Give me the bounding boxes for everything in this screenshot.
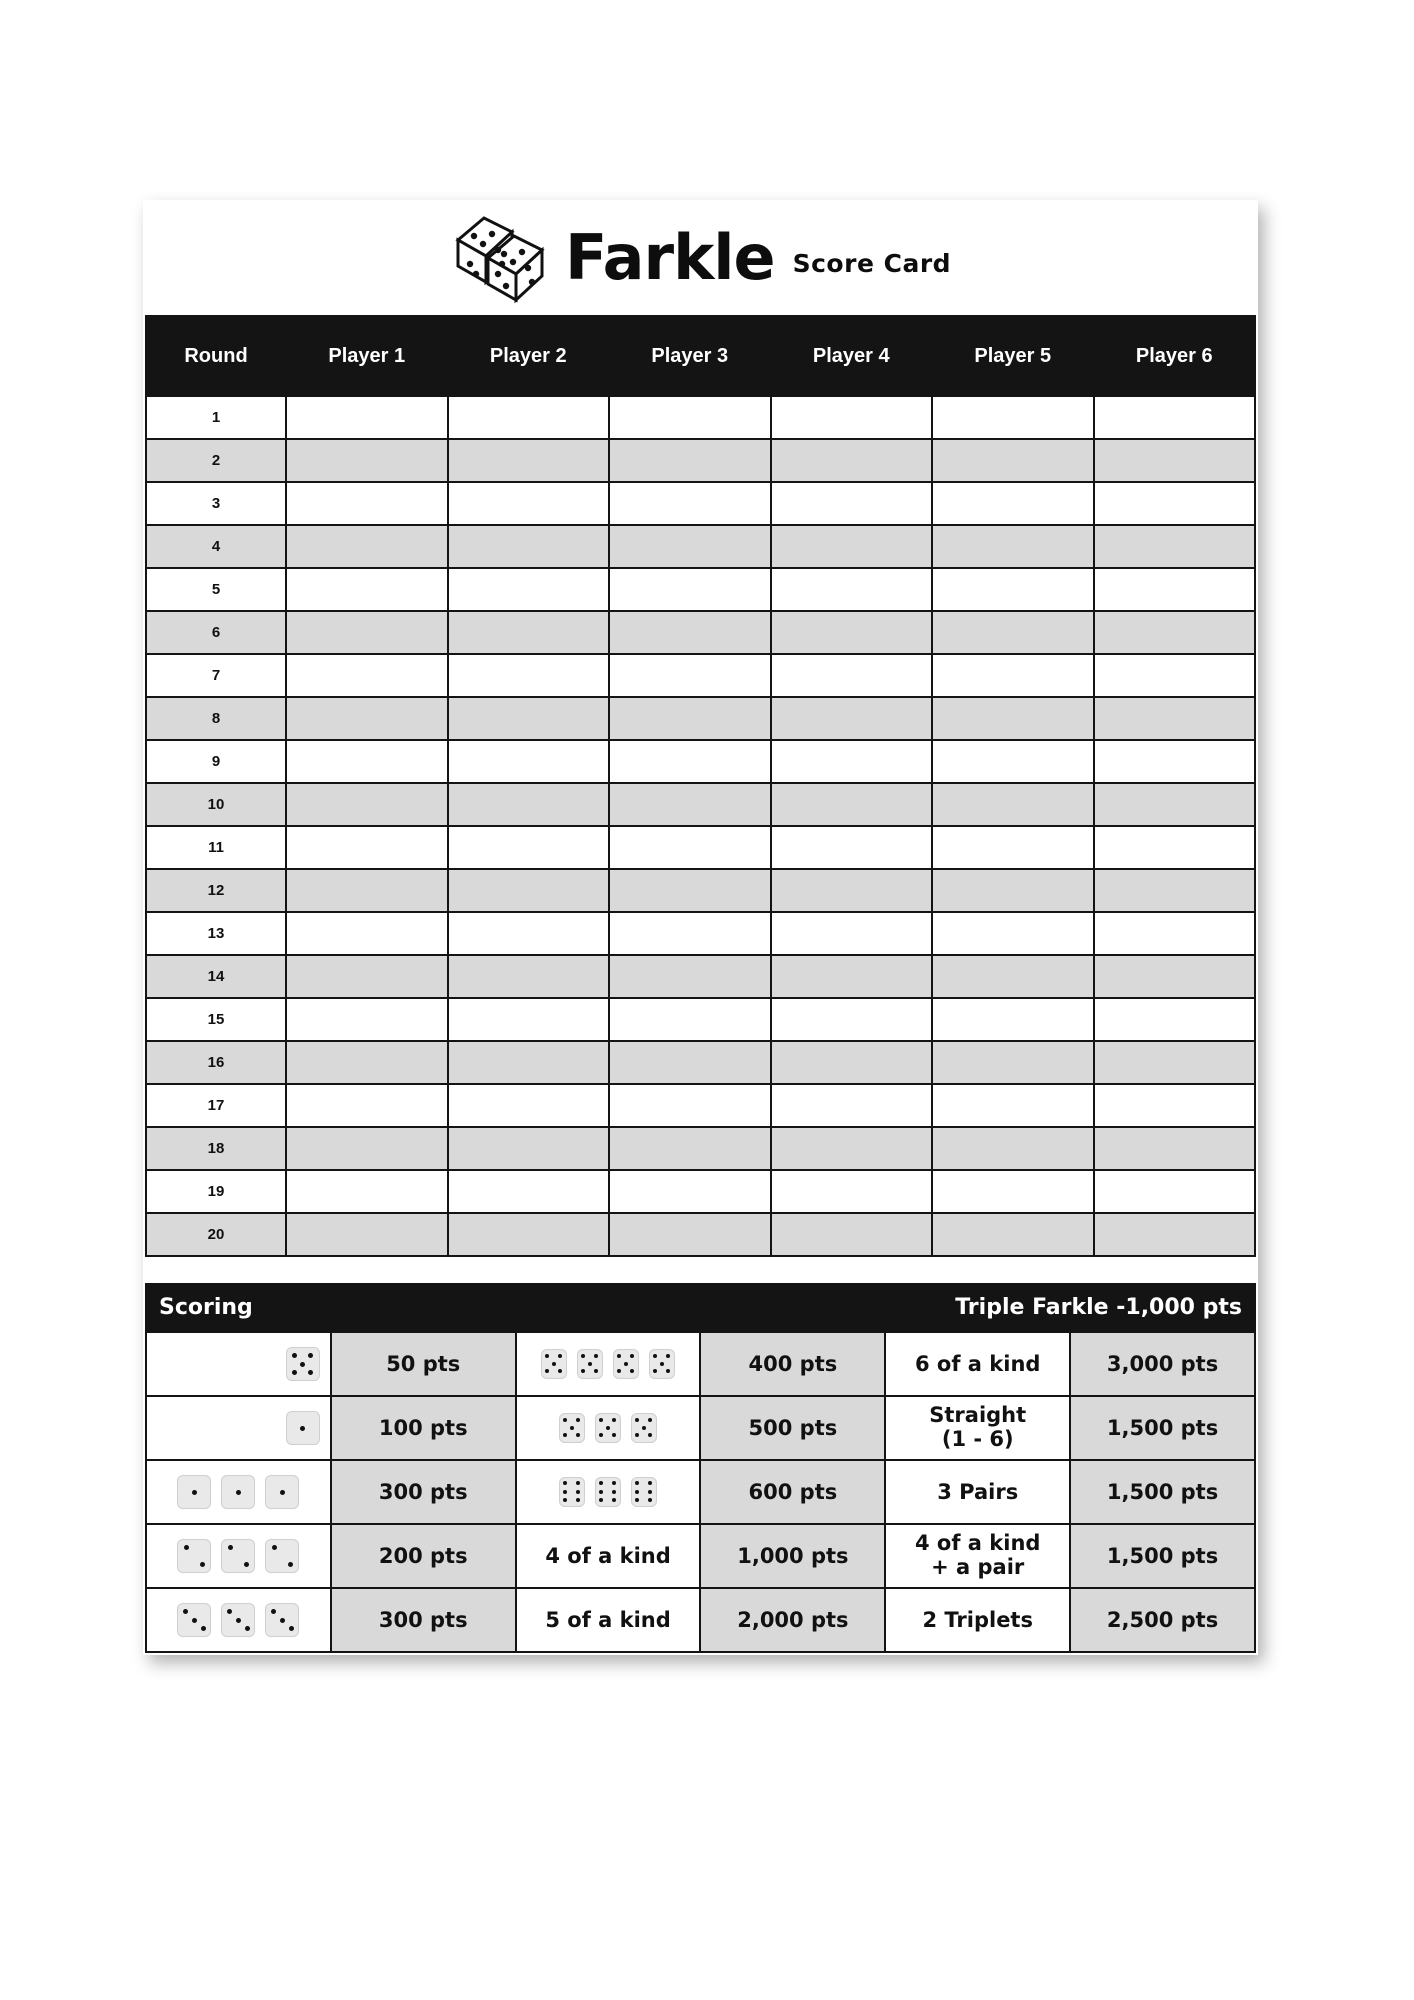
score-cell-player-6[interactable] [1094, 1170, 1256, 1213]
scoring-points-right: 1,500 pts [1070, 1396, 1255, 1460]
score-cell-player-4[interactable] [771, 783, 933, 826]
dice-triple-2 [151, 1539, 326, 1573]
table-row [146, 654, 1255, 697]
score-cell-player-4[interactable] [771, 525, 933, 568]
die-face-5 [151, 1347, 326, 1381]
score-cell-player-6[interactable] [1094, 439, 1256, 482]
score-cell-player-2[interactable] [448, 396, 610, 439]
score-cell-player-4[interactable] [771, 1213, 933, 1256]
table-row [146, 525, 1255, 568]
scoring-points-right: 1,500 pts [1070, 1460, 1255, 1524]
table-row [146, 869, 1255, 912]
scoring-points-mid: 500 pts [700, 1396, 885, 1460]
score-cell-player-4[interactable] [771, 611, 933, 654]
column-header-player-3: Player 3 [609, 316, 771, 396]
score-cell-player-1[interactable] [286, 654, 448, 697]
score-cell-player-6[interactable] [1094, 482, 1256, 525]
score-cell-player-4[interactable] [771, 697, 933, 740]
round-number-cell: 13 [146, 912, 286, 955]
scoring-header [145, 1283, 1256, 1331]
page-subtitle: Score Card [792, 249, 952, 278]
score-cell-player-6[interactable] [1094, 1127, 1256, 1170]
scoring-dice-left [146, 1332, 331, 1396]
score-cell-player-4[interactable] [771, 826, 933, 869]
score-cell-player-5[interactable] [932, 1170, 1094, 1213]
score-cell-player-5[interactable] [932, 654, 1094, 697]
die-face-5 [613, 1349, 639, 1379]
score-cell-player-3[interactable] [609, 783, 771, 826]
scoring-dice-left [146, 1460, 331, 1524]
score-cell-player-3[interactable] [609, 697, 771, 740]
score-cell-player-3[interactable] [609, 439, 771, 482]
die-face-1 [265, 1475, 299, 1509]
score-cell-player-3[interactable] [609, 482, 771, 525]
scoring-points-right: 2,500 pts [1070, 1588, 1255, 1652]
score-cell-player-2[interactable] [448, 998, 610, 1041]
score-cell-player-2[interactable] [448, 1170, 610, 1213]
score-cell-player-1[interactable] [286, 396, 448, 439]
score-cell-player-3[interactable] [609, 1127, 771, 1170]
table-row [146, 1084, 1255, 1127]
score-cell-player-3[interactable] [609, 955, 771, 998]
score-cell-player-1[interactable] [286, 869, 448, 912]
score-cell-player-5[interactable] [932, 1041, 1094, 1084]
column-header-round: Round [146, 316, 286, 396]
scoring-points-left: 200 pts [331, 1524, 516, 1588]
page-title: Farkle [564, 220, 775, 294]
round-number-cell: 10 [146, 783, 286, 826]
scoring-table [145, 1331, 1256, 1653]
table-row [146, 439, 1255, 482]
score-cell-player-6[interactable] [1094, 525, 1256, 568]
die-face-3 [177, 1603, 211, 1637]
round-number-cell: 20 [146, 1213, 286, 1256]
score-table-body [146, 396, 1255, 1256]
table-row [146, 396, 1255, 439]
score-cell-player-6[interactable] [1094, 697, 1256, 740]
round-number-cell: 7 [146, 654, 286, 697]
score-cell-player-1[interactable] [286, 826, 448, 869]
scoring-dice-left [146, 1524, 331, 1588]
table-row [146, 568, 1255, 611]
score-cell-player-1[interactable] [286, 998, 448, 1041]
score-cell-player-1[interactable] [286, 482, 448, 525]
score-cell-player-4[interactable] [771, 568, 933, 611]
scoring-title: Scoring [159, 1294, 253, 1320]
score-table [145, 315, 1256, 1257]
scoring-row [146, 1460, 1255, 1524]
two-dice-icon [450, 212, 555, 304]
scoring-label-right: 2 Triplets [885, 1588, 1070, 1652]
score-cell-player-1[interactable] [286, 740, 448, 783]
score-cell-player-2[interactable] [448, 826, 610, 869]
scoring-points-left: 300 pts [331, 1588, 516, 1652]
column-header-player-1: Player 1 [286, 316, 448, 396]
score-cell-player-3[interactable] [609, 654, 771, 697]
round-number-cell: 1 [146, 396, 286, 439]
score-cell-player-2[interactable] [448, 740, 610, 783]
score-cell-player-1[interactable] [286, 439, 448, 482]
scoring-points-left: 50 pts [331, 1332, 516, 1396]
round-number-cell: 19 [146, 1170, 286, 1213]
score-cell-player-6[interactable] [1094, 1213, 1256, 1256]
die-face-3 [221, 1603, 255, 1637]
dice-triple-3 [151, 1603, 326, 1637]
score-cell-player-4[interactable] [771, 482, 933, 525]
score-cell-player-1[interactable] [286, 1041, 448, 1084]
dice-triple-6 [521, 1477, 696, 1507]
score-cell-player-6[interactable] [1094, 611, 1256, 654]
column-header-player-6: Player 6 [1094, 316, 1256, 396]
score-cell-player-5[interactable] [932, 955, 1094, 998]
score-cell-player-3[interactable] [609, 1041, 771, 1084]
score-cell-player-2[interactable] [448, 783, 610, 826]
score-cell-player-5[interactable] [932, 912, 1094, 955]
scoring-table-body [146, 1332, 1255, 1652]
score-cell-player-1[interactable] [286, 955, 448, 998]
scoring-dice-mid [516, 1332, 701, 1396]
score-cell-player-6[interactable] [1094, 912, 1256, 955]
die-face-5 [559, 1413, 585, 1443]
die-face-1 [151, 1411, 326, 1445]
score-table-wrap [143, 315, 1258, 1259]
scoring-points-mid: 400 pts [700, 1332, 885, 1396]
round-number-cell: 3 [146, 482, 286, 525]
scoring-label-mid: 4 of a kind [516, 1524, 701, 1588]
scoring-row [146, 1524, 1255, 1588]
scoring-points-right: 1,500 pts [1070, 1524, 1255, 1588]
dice-triple-1 [151, 1475, 326, 1509]
die-face-2 [265, 1539, 299, 1573]
column-header-player-2: Player 2 [448, 316, 610, 396]
score-cell-player-3[interactable] [609, 869, 771, 912]
scoring-label-right: Straight (1 - 6) [885, 1396, 1070, 1460]
scoring-dice-mid [516, 1460, 701, 1524]
score-cell-player-2[interactable] [448, 912, 610, 955]
round-number-cell: 17 [146, 1084, 286, 1127]
score-cell-player-6[interactable] [1094, 1084, 1256, 1127]
score-cell-player-5[interactable] [932, 783, 1094, 826]
score-cell-player-4[interactable] [771, 1041, 933, 1084]
score-cell-player-4[interactable] [771, 1170, 933, 1213]
score-cell-player-4[interactable] [771, 654, 933, 697]
dice-triple-5 [521, 1413, 696, 1443]
table-row [146, 826, 1255, 869]
column-header-player-5: Player 5 [932, 316, 1094, 396]
score-cell-player-3[interactable] [609, 525, 771, 568]
round-number-cell: 16 [146, 1041, 286, 1084]
score-cell-player-4[interactable] [771, 439, 933, 482]
table-row [146, 1127, 1255, 1170]
table-row [146, 740, 1255, 783]
scoring-label-right: 4 of a kind + a pair [885, 1524, 1070, 1588]
score-cell-player-1[interactable] [286, 1213, 448, 1256]
table-row [146, 1170, 1255, 1213]
score-cell-player-1[interactable] [286, 1084, 448, 1127]
score-cell-player-6[interactable] [1094, 396, 1256, 439]
scoring-dice-left [146, 1396, 331, 1460]
score-cell-player-5[interactable] [932, 1213, 1094, 1256]
table-row [146, 697, 1255, 740]
score-cell-player-6[interactable] [1094, 869, 1256, 912]
score-table-header-row [146, 316, 1255, 396]
score-cell-player-1[interactable] [286, 697, 448, 740]
die-face-1 [177, 1475, 211, 1509]
round-number-cell: 18 [146, 1127, 286, 1170]
table-row [146, 482, 1255, 525]
die-face-1 [221, 1475, 255, 1509]
die-face-5 [577, 1349, 603, 1379]
score-cell-player-3[interactable] [609, 396, 771, 439]
score-cell-player-4[interactable] [771, 396, 933, 439]
score-cell-player-5[interactable] [932, 1127, 1094, 1170]
die-face-1 [286, 1411, 320, 1445]
score-cell-player-6[interactable] [1094, 1041, 1256, 1084]
column-header-player-4: Player 4 [771, 316, 933, 396]
round-number-cell: 6 [146, 611, 286, 654]
die-face-6 [559, 1477, 585, 1507]
score-cell-player-4[interactable] [771, 998, 933, 1041]
score-cell-player-5[interactable] [932, 568, 1094, 611]
score-cell-player-6[interactable] [1094, 740, 1256, 783]
score-cell-player-6[interactable] [1094, 783, 1256, 826]
score-card [143, 200, 1258, 1655]
scoring-label-mid: 5 of a kind [516, 1588, 701, 1652]
score-cell-player-1[interactable] [286, 912, 448, 955]
score-cell-player-5[interactable] [932, 525, 1094, 568]
die-face-3 [265, 1603, 299, 1637]
round-number-cell: 12 [146, 869, 286, 912]
score-cell-player-3[interactable] [609, 568, 771, 611]
die-face-5 [286, 1347, 320, 1381]
round-number-cell: 8 [146, 697, 286, 740]
die-face-5 [541, 1349, 567, 1379]
score-cell-player-4[interactable] [771, 1084, 933, 1127]
score-cell-player-3[interactable] [609, 998, 771, 1041]
scoring-label-right: 6 of a kind [885, 1332, 1070, 1396]
score-cell-player-1[interactable] [286, 525, 448, 568]
round-number-cell: 15 [146, 998, 286, 1041]
score-cell-player-4[interactable] [771, 912, 933, 955]
scoring-label-right: 3 Pairs [885, 1460, 1070, 1524]
score-cell-player-2[interactable] [448, 697, 610, 740]
round-number-cell: 4 [146, 525, 286, 568]
score-cell-player-3[interactable] [609, 611, 771, 654]
score-cell-player-5[interactable] [932, 439, 1094, 482]
score-cell-player-5[interactable] [932, 396, 1094, 439]
scoring-row [146, 1396, 1255, 1460]
score-cell-player-5[interactable] [932, 826, 1094, 869]
scoring-points-left: 100 pts [331, 1396, 516, 1460]
scoring-points-left: 300 pts [331, 1460, 516, 1524]
score-cell-player-3[interactable] [609, 1084, 771, 1127]
score-cell-player-1[interactable] [286, 783, 448, 826]
score-cell-player-5[interactable] [932, 1084, 1094, 1127]
score-cell-player-2[interactable] [448, 654, 610, 697]
scoring-row [146, 1332, 1255, 1396]
score-cell-player-1[interactable] [286, 611, 448, 654]
die-face-5 [649, 1349, 675, 1379]
score-cell-player-5[interactable] [932, 611, 1094, 654]
score-cell-player-5[interactable] [932, 998, 1094, 1041]
table-row [146, 955, 1255, 998]
score-cell-player-2[interactable] [448, 869, 610, 912]
score-cell-player-2[interactable] [448, 525, 610, 568]
round-number-cell: 5 [146, 568, 286, 611]
score-cell-player-3[interactable] [609, 1213, 771, 1256]
score-cell-player-6[interactable] [1094, 998, 1256, 1041]
score-cell-player-5[interactable] [932, 869, 1094, 912]
score-cell-player-2[interactable] [448, 1213, 610, 1256]
score-cell-player-4[interactable] [771, 1127, 933, 1170]
score-cell-player-3[interactable] [609, 1170, 771, 1213]
table-row [146, 1213, 1255, 1256]
score-cell-player-2[interactable] [448, 1041, 610, 1084]
score-cell-player-6[interactable] [1094, 654, 1256, 697]
score-cell-player-2[interactable] [448, 482, 610, 525]
die-face-2 [221, 1539, 255, 1573]
score-cell-player-5[interactable] [932, 482, 1094, 525]
score-cell-player-4[interactable] [771, 955, 933, 998]
scoring-dice-mid [516, 1396, 701, 1460]
table-row [146, 611, 1255, 654]
scoring-row [146, 1588, 1255, 1652]
scoring-section [143, 1283, 1258, 1655]
round-number-cell: 11 [146, 826, 286, 869]
score-cell-player-4[interactable] [771, 869, 933, 912]
scoring-points-mid: 600 pts [700, 1460, 885, 1524]
scoring-points-mid: 2,000 pts [700, 1588, 885, 1652]
dice-three-pairs-of-5 [521, 1349, 696, 1379]
round-number-cell: 2 [146, 439, 286, 482]
score-cell-player-6[interactable] [1094, 955, 1256, 998]
score-cell-player-5[interactable] [932, 697, 1094, 740]
score-cell-player-3[interactable] [609, 740, 771, 783]
table-row [146, 783, 1255, 826]
table-row [146, 998, 1255, 1041]
die-face-6 [595, 1477, 621, 1507]
card-title-bar [143, 200, 1258, 315]
die-face-2 [177, 1539, 211, 1573]
score-cell-player-2[interactable] [448, 1084, 610, 1127]
score-cell-player-2[interactable] [448, 439, 610, 482]
triple-farkle-note: Triple Farkle -1,000 pts [955, 1294, 1242, 1320]
scoring-points-mid: 1,000 pts [700, 1524, 885, 1588]
score-cell-player-2[interactable] [448, 1127, 610, 1170]
round-number-cell: 14 [146, 955, 286, 998]
score-cell-player-2[interactable] [448, 955, 610, 998]
score-cell-player-6[interactable] [1094, 568, 1256, 611]
round-number-cell: 9 [146, 740, 286, 783]
die-face-6 [631, 1477, 657, 1507]
score-cell-player-3[interactable] [609, 912, 771, 955]
score-cell-player-1[interactable] [286, 1127, 448, 1170]
score-cell-player-3[interactable] [609, 826, 771, 869]
die-face-5 [631, 1413, 657, 1443]
scoring-dice-left [146, 1588, 331, 1652]
score-cell-player-1[interactable] [286, 1170, 448, 1213]
score-cell-player-4[interactable] [771, 740, 933, 783]
table-row [146, 1041, 1255, 1084]
scoring-points-right: 3,000 pts [1070, 1332, 1255, 1396]
score-cell-player-5[interactable] [932, 740, 1094, 783]
die-face-5 [595, 1413, 621, 1443]
table-row [146, 912, 1255, 955]
score-cell-player-6[interactable] [1094, 826, 1256, 869]
score-cell-player-1[interactable] [286, 568, 448, 611]
score-cell-player-2[interactable] [448, 568, 610, 611]
score-cell-player-2[interactable] [448, 611, 610, 654]
